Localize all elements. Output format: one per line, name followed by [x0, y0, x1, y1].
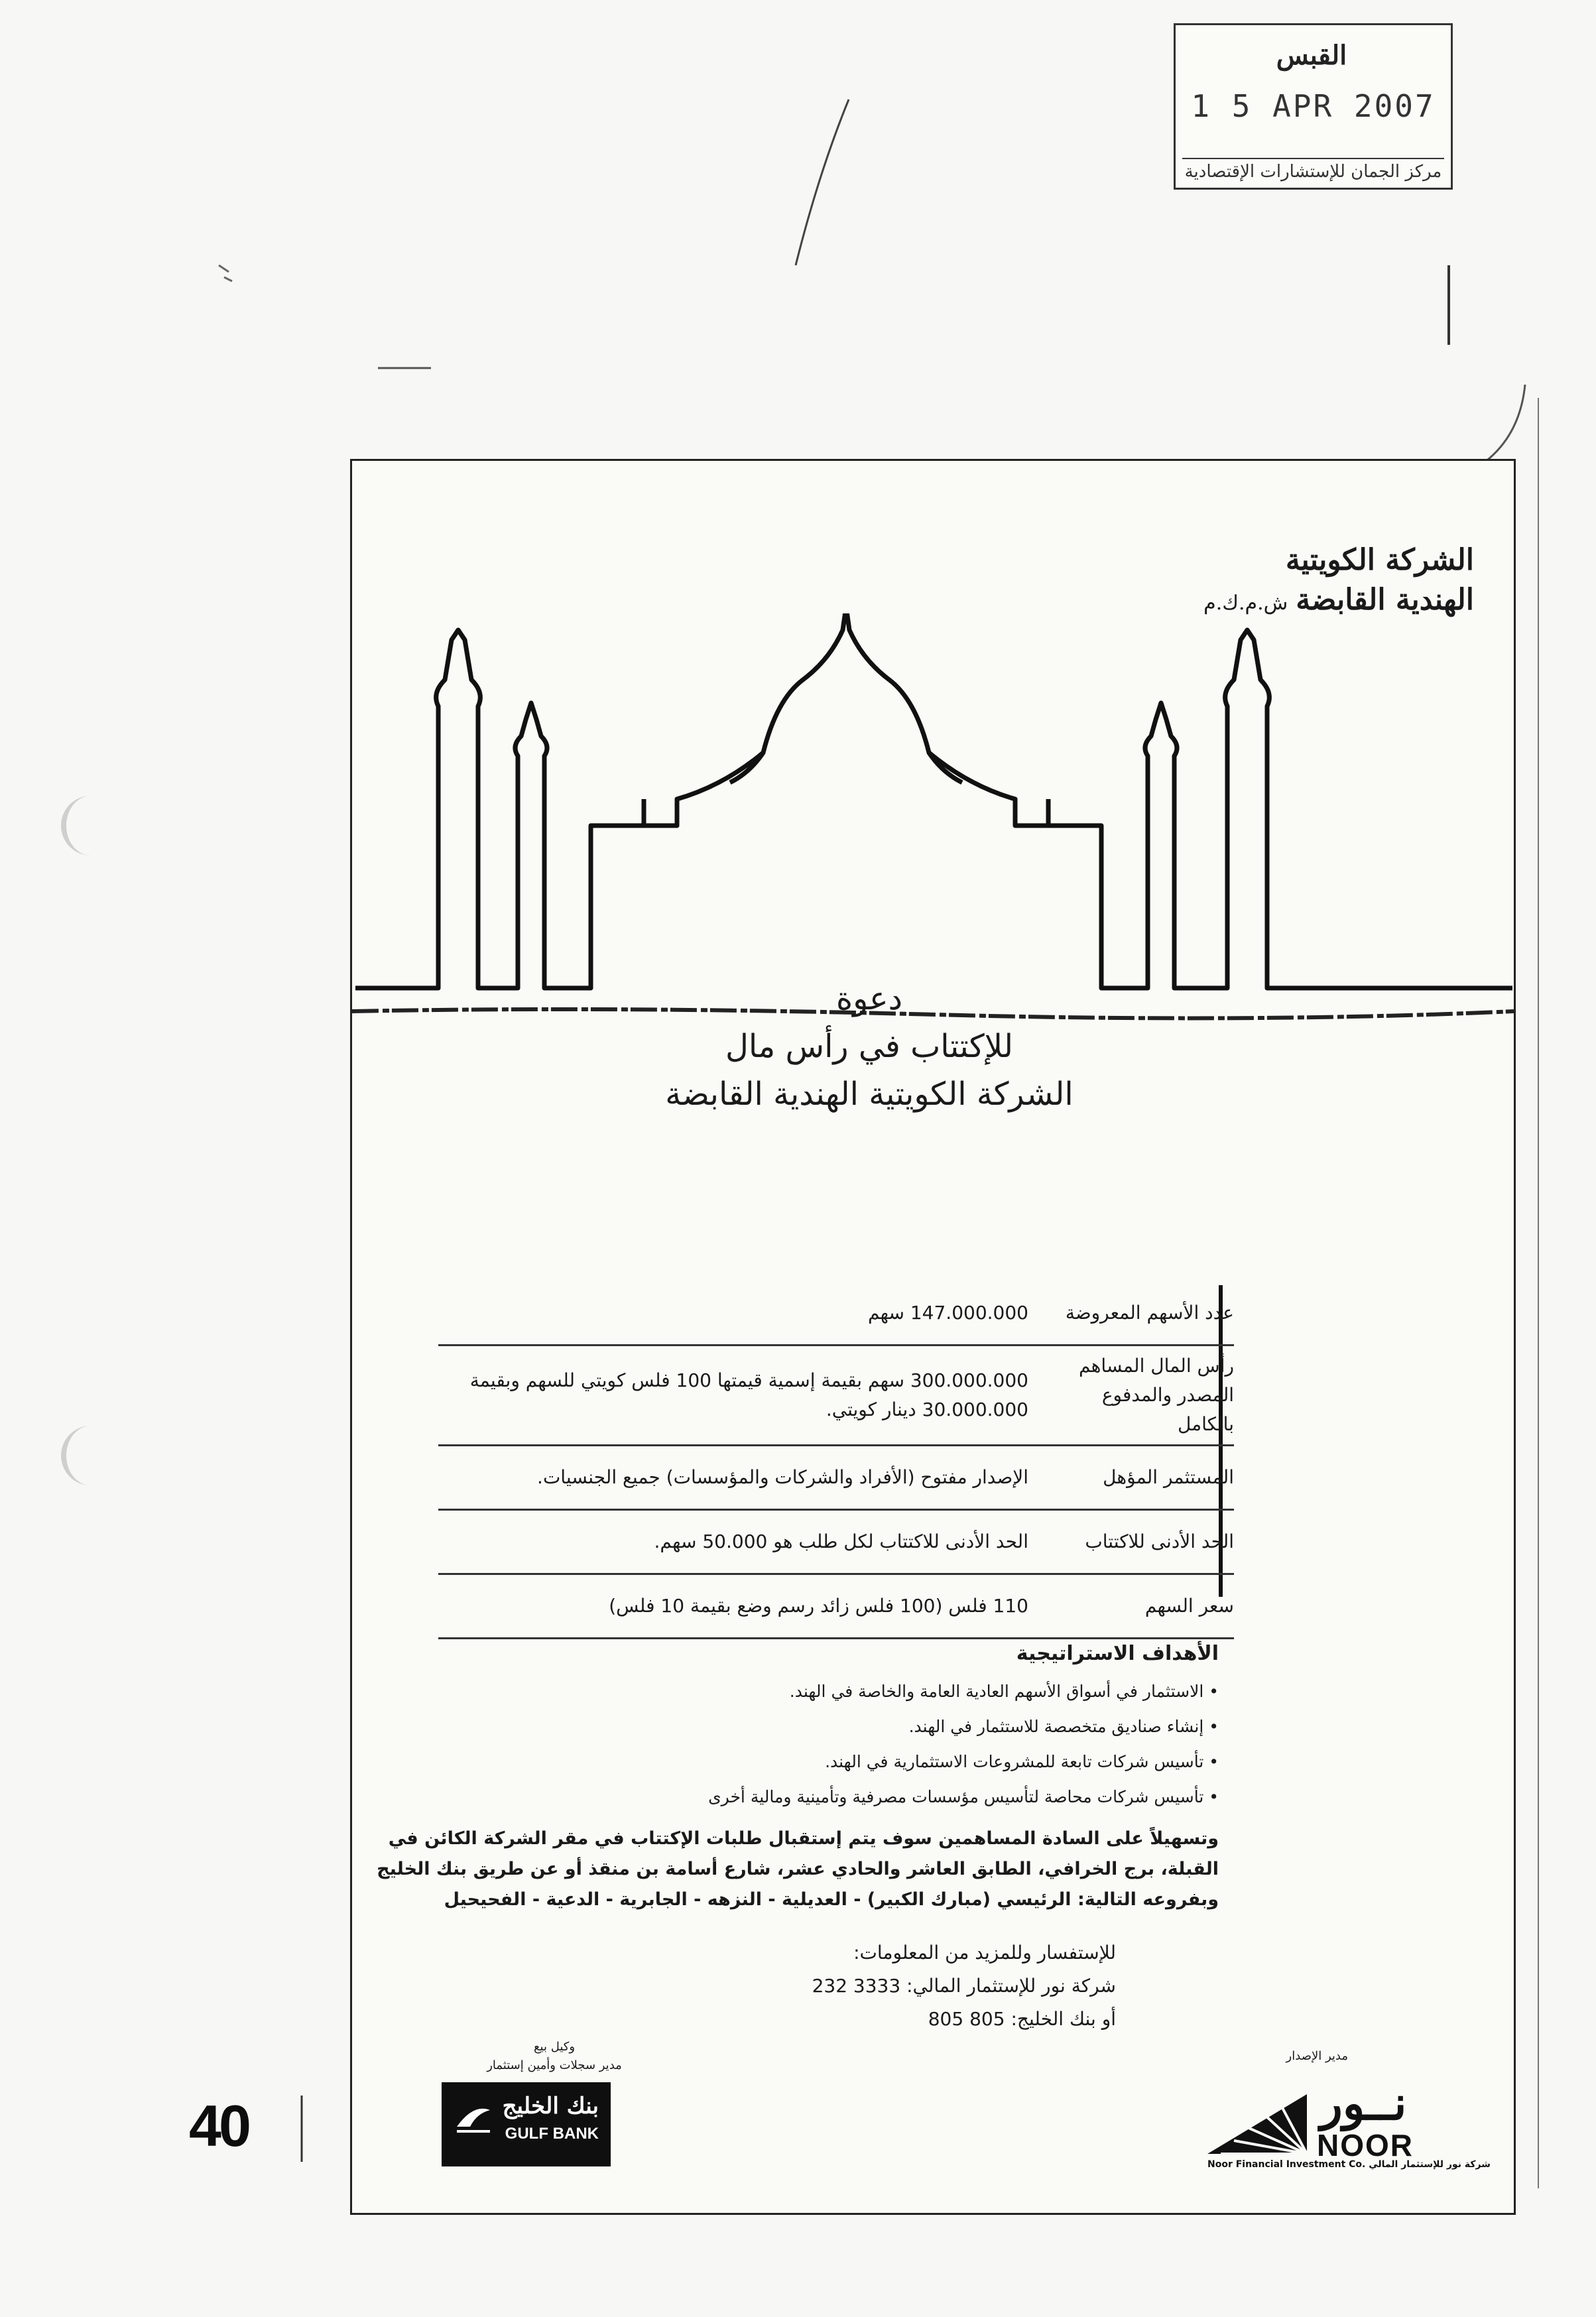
- row-label: عدد الأسهم المعروضة: [1065, 1302, 1234, 1324]
- list-item: • تأسيس شركات محاصة لتأسيس مؤسسات مصرفية وتأمينية ومالية أخرى: [622, 1779, 1219, 1814]
- contact-noor-phone: شركة نور للإستثمار المالي: 3333 232: [812, 1975, 1116, 1997]
- row-value: 110 فلس (100 فلس زائد رسم وضع بقيمة 10 فلس): [609, 1595, 1028, 1617]
- goals-list: [622, 1674, 1219, 1814]
- table-row: [438, 1282, 1234, 1346]
- goals-title: الأهداف الاستراتيجية: [1016, 1642, 1219, 1665]
- list-item: • تأسيس شركات تابعة للمشروعات الاستثمارية في الهند.: [622, 1744, 1219, 1779]
- subscription-note: وتسهيلاً على السادة المساهمين سوف يتم إستقبال طلبات الإكتتاب في مقر الشركة الكائن في القبلة، برج الخرافي، الطابق العاشر والحادي عشر، شارع أسامة بن منقذ أو عن طريق بنك الخليج وبفروعه التالية: الرئيسي (مبارك الكبير) - العديلية - النزهه - الجابرية - الدعية - الفحيحيل: [377, 1828, 1219, 1910]
- company-name-line1: الشركة الكويتية: [1285, 543, 1474, 577]
- advertisement: [350, 459, 1516, 2215]
- taj-mahal-icon: [352, 613, 1514, 1038]
- gulf-bank-logo-latin: GULF BANK: [505, 2125, 599, 2143]
- list-item: • إنشاء صناديق متخصصة للاستثمار في الهند.: [622, 1709, 1219, 1744]
- company-legal-suffix: ش.م.ك.م: [1203, 592, 1288, 615]
- gulf-bank-emblem-icon: [454, 2097, 493, 2137]
- gulf-bank-logo: [442, 2082, 611, 2166]
- noor-logo-arabic: نــور: [1320, 2076, 1407, 2131]
- row-value: الحد الأدنى للاكتتاب لكل طلب هو 50.000 سهم.: [654, 1531, 1028, 1552]
- issue-manager-label: مدير الإصدار: [1286, 2049, 1348, 2063]
- invitation-heading: [637, 975, 1101, 1118]
- strategic-goals: [622, 1638, 1219, 1814]
- table-row: [438, 1511, 1234, 1575]
- contact-heading: للإستفسار وللمزيد من المعلومات:: [853, 1942, 1116, 1964]
- row-value: 300.000.000 سهم بقيمة إسمية قيمتها 100 فلس كويتي للسهم وبقيمة 30.000.000 دينار كويتي.: [469, 1369, 1028, 1420]
- contact-info: [812, 1936, 1116, 2036]
- invitation-line3: الشركة الكويتية الهندية القابضة: [665, 1076, 1074, 1113]
- table-row: [438, 1446, 1234, 1511]
- invitation-line2: للإكتتاب في رأس مال: [725, 1028, 1013, 1065]
- company-name: [1203, 540, 1474, 623]
- stamp-date: 1 5 APR 2007: [1191, 88, 1436, 124]
- page-number: 40: [189, 2093, 249, 2159]
- selling-agent-subtitle: مدير سجلات وأمين إستثمار: [487, 2058, 622, 2072]
- selling-agent-title: وكيل بيع: [533, 2040, 576, 2054]
- row-label: الحد الأدنى للاكتتاب: [1085, 1531, 1234, 1552]
- row-label: رأس المال المساهم المصدر والمدفوع بالكامل: [1078, 1355, 1234, 1435]
- noor-logo: [1207, 2076, 1491, 2175]
- row-label: المستثمر المؤهل: [1103, 1466, 1234, 1488]
- invitation-line1: دعوة: [836, 980, 902, 1017]
- company-name-line2: الهندية القابضة: [1296, 583, 1474, 617]
- noor-company-name: Noor Financial Investment Co. شركة نور للإستثمار المالي: [1207, 2159, 1491, 2170]
- selling-agent-label: [455, 2038, 654, 2075]
- offering-details-table: [438, 1282, 1234, 1639]
- row-label: سعر السهم: [1144, 1595, 1234, 1617]
- noor-sunburst-icon: [1207, 2088, 1307, 2154]
- contact-gulf-phone: أو بنك الخليج: 805 805: [928, 2008, 1116, 2030]
- stamp-center-name: مركز الجمان للإستشارات الإقتصادية: [1182, 158, 1444, 188]
- list-item: • الاستثمار في أسواق الأسهم العادية العامة والخاصة في الهند.: [622, 1674, 1219, 1709]
- row-value: الإصدار مفتوح (الأفراد والشركات والمؤسسات) جميع الجنسيات.: [537, 1466, 1028, 1488]
- table-row: [438, 1575, 1234, 1639]
- noor-logo-latin: NOOR: [1317, 2128, 1414, 2162]
- stamp-newspaper-logo: القبس: [1276, 40, 1347, 71]
- row-value: 147.000.000 سهم: [867, 1302, 1028, 1324]
- table-row: [438, 1346, 1234, 1446]
- gulf-bank-logo-arabic: بنك الخليج: [502, 2093, 599, 2119]
